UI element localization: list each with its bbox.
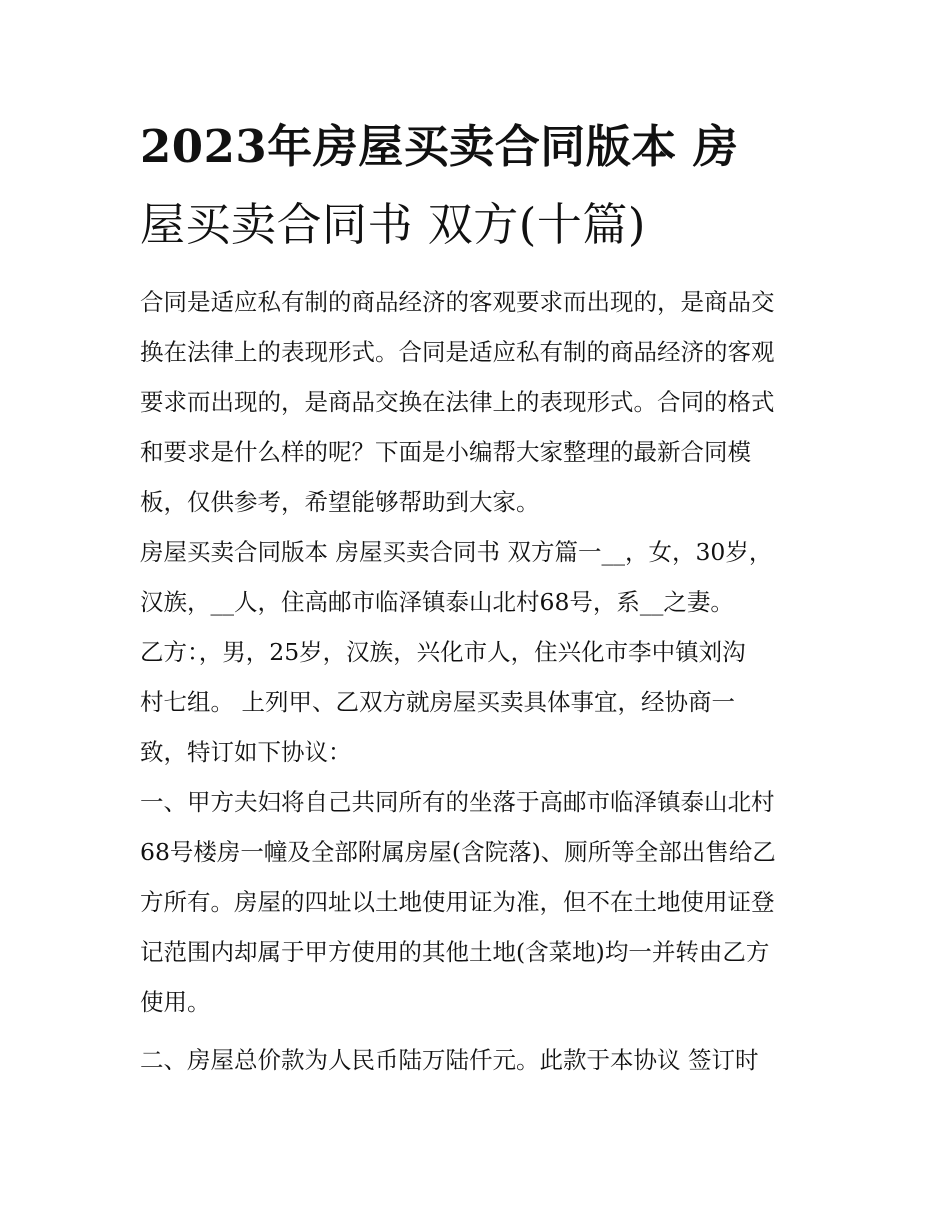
text-line: 一、甲方夫妇将自己共同所有的坐落于高邮市临泽镇泰山北村 xyxy=(140,788,775,816)
text-line: 合同是适应私有制的商品经济的客观要求而出现的，是商品交 xyxy=(140,288,775,316)
title-line-2: 屋买卖合同书 双方(十篇) xyxy=(140,198,646,251)
paragraph-party-b xyxy=(140,627,812,777)
title-line-1: 2023年房屋买卖合同版本 房 xyxy=(140,120,739,173)
document-title xyxy=(140,108,812,264)
text-line: 房屋买卖合同版本 房屋买卖合同书 双方篇一__，女，30岁， xyxy=(140,538,773,566)
document-page xyxy=(140,108,812,1085)
text-line: 致，特订如下协议： xyxy=(140,738,352,766)
text-line: 记范围内却属于甲方使用的其他土地(含菜地)均一并转由乙方 xyxy=(140,938,770,966)
text-line: 和要求是什么样的呢？下面是小编帮大家整理的最新合同模 xyxy=(140,438,751,466)
text-line: 乙方：，男，25岁，汉族，兴化市人，住兴化市李中镇刘沟 xyxy=(140,638,746,666)
paragraph-intro xyxy=(140,277,812,527)
text-line: 使用。 xyxy=(140,988,211,1016)
text-line: 方所有。房屋的四址以土地使用证为准，但不在土地使用证登 xyxy=(140,888,775,916)
paragraph-clause-1 xyxy=(140,777,812,1027)
text-line: 换在法律上的表现形式。合同是适应私有制的商品经济的客观 xyxy=(140,338,775,366)
text-line: 村七组。 上列甲、乙双方就房屋买卖具体事宜，经协商一 xyxy=(140,688,735,716)
text-line: 板，仅供参考，希望能够帮助到大家。 xyxy=(140,488,540,516)
text-line: 汉族，__人，住高邮市临泽镇泰山北村68号，系__之妻。 xyxy=(140,588,734,616)
text-line: 二、房屋总价款为人民币陆万陆仟元。此款于本协议 签订时 xyxy=(140,1046,759,1074)
text-line: 68号楼房一幢及全部附属房屋(含院落)、厕所等全部出售给乙 xyxy=(140,838,776,866)
text-line: 要求而出现的，是商品交换在法律上的表现形式。合同的格式 xyxy=(140,388,775,416)
paragraph-party-a xyxy=(140,527,812,627)
document-body xyxy=(140,277,812,1085)
paragraph-clause-2 xyxy=(140,1035,812,1085)
